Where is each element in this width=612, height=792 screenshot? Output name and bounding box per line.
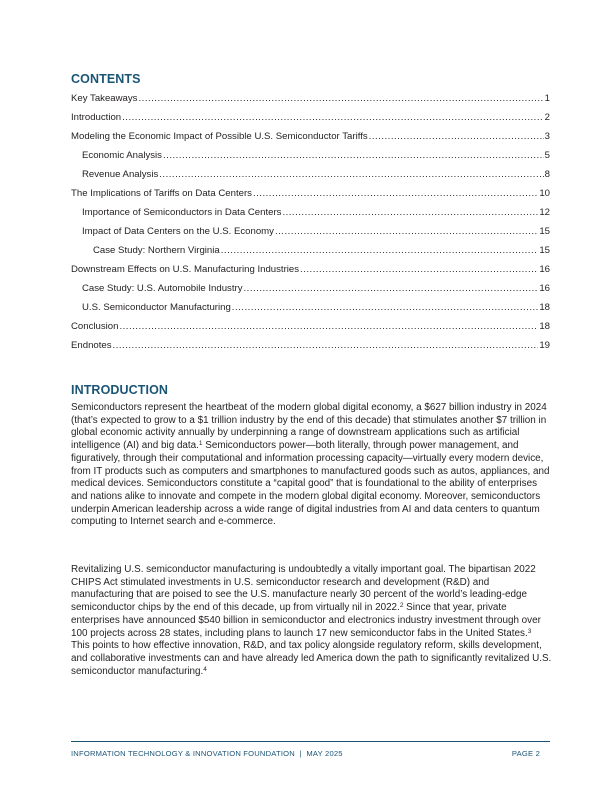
- toc-dot-leader: [282, 203, 538, 222]
- toc-entry-page: 15: [539, 245, 550, 256]
- toc-entry-line: [71, 241, 550, 260]
- toc-entry-label: Importance of Semiconductors in Data Centers: [82, 207, 282, 218]
- toc-entry-line: [71, 127, 550, 146]
- toc-entry-line: [71, 108, 550, 127]
- toc-entry-page: 18: [539, 302, 550, 313]
- toc-entry-page: 10: [539, 188, 550, 199]
- toc-entry-page: 2: [544, 112, 550, 123]
- endnote-ref-1[interactable]: 1: [198, 440, 203, 448]
- toc-entry[interactable]: [71, 336, 550, 355]
- toc-entry-line: [71, 279, 550, 298]
- toc-entry-page: 12: [539, 207, 550, 218]
- toc-entry[interactable]: [71, 298, 550, 317]
- toc-entry[interactable]: [71, 127, 550, 146]
- toc-entry-page: 16: [539, 283, 550, 294]
- paragraph-text: Semiconductors power—both literally, through power management, and figuratively, through their computational and information processing capacity—virtually every modern device, from IT products such as computers and smartphones to manufactured goods such as autos, appliances, and medical devices. Semiconductors constitute a “capital good” that is foundational to the ability of enterprises and nations alike to innovate and compete in the modern global digital economy. Moreover, semiconductors underpin American leadership across a wide range of digital industries from AI and data centers to quantum computing to Internet search and e-commerce.: [71, 440, 550, 528]
- toc-entry-page: 18: [539, 321, 550, 332]
- paragraph-text: This points to how effective innovation, R&D, and tax policy alongside regulatory reform, skills development, and collaborative investments can and have already led America down the path to significantly revitalized U.S. semiconductor manufacturing.: [71, 640, 552, 677]
- introduction-paragraph-1: [71, 402, 552, 529]
- toc-entry[interactable]: [71, 317, 550, 336]
- toc-entry[interactable]: [71, 165, 550, 184]
- toc-dot-leader: [369, 127, 544, 146]
- endnote-ref-3[interactable]: 3: [527, 627, 532, 635]
- toc-dot-leader: [232, 298, 539, 317]
- toc-entry-line: [71, 336, 550, 355]
- toc-dot-leader: [119, 317, 538, 336]
- contents-heading: CONTENTS: [71, 72, 141, 86]
- toc-dot-leader: [275, 222, 538, 241]
- toc-dot-leader: [138, 89, 543, 108]
- toc-entry[interactable]: [71, 260, 550, 279]
- toc-entry-line: [71, 203, 550, 222]
- toc-dot-leader: [244, 279, 539, 298]
- toc-entry[interactable]: [71, 184, 550, 203]
- toc-dot-leader: [300, 260, 538, 279]
- toc-entry[interactable]: [71, 146, 550, 165]
- paragraph-text: Revitalizing U.S. semiconductor manufacturing is undoubtedly a vitally important goal. The bipartisan 2022 CHIPS Act stimulated investments in U.S. semiconductor research and development (R&D) and manufacturing that are poised to see the U.S. manufacture nearly 30 percent of the world’s leading-edge semiconductor chips by the end of this decade, up from virtually nil in 2022.: [71, 564, 536, 614]
- toc-dot-leader: [122, 108, 544, 127]
- toc-entry[interactable]: [71, 89, 550, 108]
- toc-entry-label: The Implications of Tariffs on Data Centers: [71, 188, 252, 199]
- toc-dot-leader: [253, 184, 538, 203]
- toc-entry-page: 1: [544, 93, 550, 104]
- table-of-contents: [71, 89, 550, 355]
- toc-entry[interactable]: [71, 279, 550, 298]
- toc-entry-label: Economic Analysis: [82, 150, 162, 161]
- toc-entry-page: 19: [539, 340, 550, 351]
- toc-entry-page: 8: [544, 169, 550, 180]
- toc-entry-line: [71, 89, 550, 108]
- footer-divider: [71, 741, 550, 742]
- toc-entry-label: Case Study: U.S. Automobile Industry: [82, 283, 243, 294]
- introduction-paragraph-2: [71, 564, 552, 678]
- toc-dot-leader: [113, 336, 539, 355]
- toc-entry-label: U.S. Semiconductor Manufacturing: [82, 302, 231, 313]
- toc-entry-label: Key Takeaways: [71, 93, 138, 104]
- footer-publisher: INFORMATION TECHNOLOGY & INNOVATION FOUNDATION | MAY 2025: [71, 749, 343, 758]
- paragraph-text: Since that year, private enterprises have announced $540 billion in semiconductor and electronics industry investment through over 100 projects across 28 states, including plans to launch 17 new semiconductor fabs in the United States.: [71, 602, 541, 639]
- toc-dot-leader: [163, 146, 544, 165]
- toc-entry-line: [71, 184, 550, 203]
- toc-entry-line: [71, 165, 550, 184]
- paragraph-text: Semiconductors represent the heartbeat of the modern global digital economy, a $627 billion industry in 2024 (that’s expected to grow to a $1 trillion industry by the end of this decade) that stimulates another $7 trillion in global economic activity annually by underpinning a range of downstream applications such as artificial intelligence (AI) and big data.: [71, 402, 547, 452]
- toc-entry-label: Modeling the Economic Impact of Possible U.S. Semiconductor Tariffs: [71, 131, 368, 142]
- toc-entry-label: Revenue Analysis: [82, 169, 159, 180]
- toc-entry-line: [71, 146, 550, 165]
- toc-entry-line: [71, 317, 550, 336]
- toc-entry-page: 5: [544, 150, 550, 161]
- toc-entry-page: 16: [539, 264, 550, 275]
- toc-entry[interactable]: [71, 203, 550, 222]
- toc-entry-label: Case Study: Northern Virginia: [93, 245, 220, 256]
- toc-entry-label: Downstream Effects on U.S. Manufacturing Industries: [71, 264, 300, 275]
- introduction-heading: INTRODUCTION: [71, 383, 169, 397]
- toc-entry-page: 3: [544, 131, 550, 142]
- toc-dot-leader: [221, 241, 539, 260]
- toc-entry-page: 15: [539, 226, 550, 237]
- toc-entry-line: [71, 298, 550, 317]
- toc-entry-label: Endnotes: [71, 340, 112, 351]
- toc-entry-line: [71, 222, 550, 241]
- endnote-ref-2[interactable]: 2: [399, 602, 404, 610]
- toc-entry[interactable]: [71, 108, 550, 127]
- endnote-ref-4[interactable]: 4: [203, 665, 207, 673]
- page-number: PAGE 2: [511, 749, 540, 758]
- toc-entry-label: Introduction: [71, 112, 122, 123]
- toc-entry-line: [71, 260, 550, 279]
- toc-entry[interactable]: [71, 222, 550, 241]
- toc-entry-label: Conclusion: [71, 321, 119, 332]
- toc-entry[interactable]: [71, 241, 550, 260]
- toc-dot-leader: [159, 165, 543, 184]
- toc-entry-label: Impact of Data Centers on the U.S. Economy: [82, 226, 274, 237]
